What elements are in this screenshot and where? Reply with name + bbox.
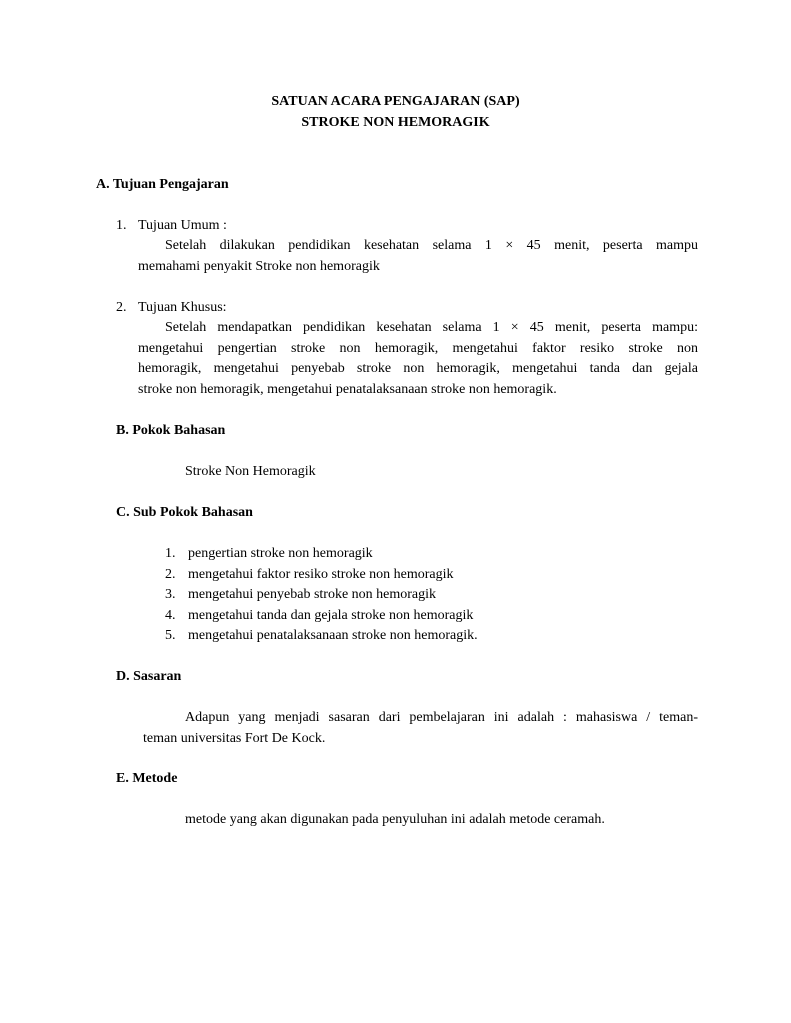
section-a-item-1-number: 1. (116, 218, 127, 233)
list-item-text: mengetahui penatalaksanaan stroke non hemoragik. (188, 628, 478, 644)
sub-topic-list (165, 544, 685, 647)
section-b-text: Stroke Non Hemoragik (185, 464, 316, 479)
list-item (165, 565, 685, 586)
section-a-item-1-line-2: memahami penyakit Stroke non hemoragik (138, 259, 380, 274)
list-item-number: 5. (165, 628, 176, 644)
list-item-number: 4. (165, 607, 176, 623)
section-b-heading: B. Pokok Bahasan (116, 423, 226, 438)
list-item (165, 626, 685, 647)
list-item-text: pengertian stroke non hemoragik (188, 546, 373, 561)
section-a-item-2-line-4: stroke non hemoragik, mengetahui penatalaksanaan stroke non hemoragik. (138, 382, 557, 397)
list-item-text: mengetahui tanda dan gejala stroke non hemoragik (188, 607, 474, 623)
section-a-item-2-number: 2. (116, 300, 127, 315)
section-c-heading: C. Sub Pokok Bahasan (116, 505, 253, 520)
list-item-text: mengetahui penyebab stroke non hemoragik (188, 587, 437, 603)
section-d-heading: D. Sasaran (116, 669, 182, 684)
section-a-heading: A. Tujuan Pengajaran (96, 177, 229, 192)
section-a-item-2-label: Tujuan Khusus: (138, 300, 227, 315)
section-d-line-1: Adapun yang menjadi sasaran dari pembelajaran ini adalah : mahasiswa / teman- (185, 710, 698, 725)
section-e-text: metode yang akan digunakan pada penyuluhan ini adalah metode ceramah. (185, 812, 605, 827)
section-a-item-1-line-1: Setelah dilakukan pendidikan kesehatan selama 1 × 45 menit, peserta mampu (165, 238, 698, 253)
section-d-line-2: teman universitas Fort De Kock. (143, 731, 326, 746)
list-item-number: 3. (165, 587, 176, 603)
list-item-number: 2. (165, 566, 176, 582)
section-a-item-2-line-1: Setelah mendapatkan pendidikan kesehatan selama 1 × 45 menit, peserta mampu: (165, 320, 698, 335)
list-item-text: mengetahui faktor resiko stroke non hemoragik (188, 566, 454, 582)
document-title-line-2: STROKE NON HEMORAGIK (301, 115, 490, 130)
document-title-line-1: SATUAN ACARA PENGAJARAN (SAP) (271, 94, 520, 109)
section-e-heading: E. Metode (116, 771, 178, 786)
section-a-item-1-label: Tujuan Umum : (138, 218, 227, 233)
list-item (165, 544, 685, 565)
list-item (165, 585, 685, 606)
list-item (165, 606, 685, 627)
list-item-number: 1. (165, 546, 176, 561)
section-a-item-2-line-3: hemoragik, mengetahui penyebab stroke non hemoragik, mengetahui tanda dan gejala (138, 361, 698, 376)
section-a-item-2-line-2: mengetahui pengertian stroke non hemoragik, mengetahui faktor resiko stroke non (138, 341, 698, 356)
